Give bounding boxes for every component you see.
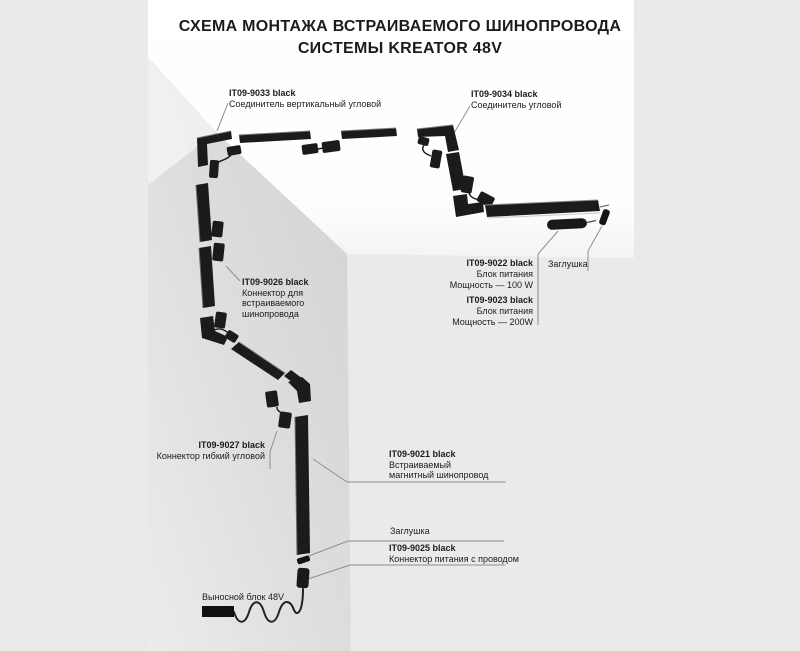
- part-code: IT09-9026 black: [242, 277, 309, 287]
- part-name: Соединитель вертикальный угловой: [229, 98, 382, 109]
- part-name: Блок питания: [476, 269, 533, 279]
- part-code: IT09-9034 black: [471, 89, 538, 99]
- remote-block-48v: [202, 606, 234, 617]
- part-name: Встраиваемый: [389, 459, 452, 470]
- label-remote-block: [202, 592, 284, 603]
- part-code: IT09-9025 black: [389, 543, 456, 553]
- label-it09-9022: [450, 258, 533, 328]
- part-code: IT09-9021 black: [389, 449, 456, 459]
- coupler: [214, 311, 227, 328]
- part-name: Соединитель угловой: [471, 99, 562, 110]
- part-name: Коннектор гибкий угловой: [156, 450, 265, 461]
- part-name: Выносной блок 48V: [202, 592, 285, 602]
- part-name: Коннектор питания с проводом: [389, 553, 519, 564]
- recessed-connector-9026: [211, 221, 224, 238]
- title-line-2: СИСТЕМЫ KREATOR 48V: [297, 40, 503, 57]
- part-code: IT09-9023 black: [466, 295, 533, 305]
- part-name: шинопровода: [242, 308, 299, 319]
- part-code: IT09-9027 black: [198, 440, 265, 450]
- power-supply-unit: [547, 218, 587, 230]
- part-name: Блок питания: [476, 306, 533, 316]
- part-code: IT09-9022 black: [466, 258, 533, 268]
- label-it09-9027: [157, 440, 265, 461]
- power-connector-9025: [296, 568, 309, 589]
- track-segment-9021: [295, 415, 310, 555]
- title-line-1: СХЕМА МОНТАЖА ВСТРАИВАЕМОГО ШИНОПРОВОДА: [178, 18, 622, 35]
- label-it09-9026: [242, 277, 309, 319]
- recessed-connector-9026: [212, 243, 225, 262]
- label-it09-9025: [389, 543, 519, 564]
- label-it09-9021: [389, 449, 488, 481]
- part-name: Коннектор для: [242, 287, 304, 298]
- label-it09-9034: [471, 89, 561, 110]
- flex-corner-connector-9027: [265, 390, 279, 408]
- part-name: магнитный шинопровод: [389, 470, 489, 480]
- part-name: Заглушка: [390, 526, 430, 536]
- part-name: Заглушка: [548, 259, 588, 269]
- part-power: Мощность — 100 W: [449, 280, 533, 290]
- part-name: встраиваемого: [242, 298, 305, 308]
- vertical-connector: [209, 160, 219, 179]
- page-title: [0, 16, 800, 60]
- label-end-cap-bottom: [390, 526, 430, 537]
- part-power: Мощность — 200W: [452, 317, 533, 327]
- flex-corner-connector-9027: [278, 411, 292, 429]
- part-code: IT09-9033 black: [229, 88, 296, 98]
- label-end-cap-right: [548, 259, 588, 270]
- label-it09-9033: [229, 88, 381, 109]
